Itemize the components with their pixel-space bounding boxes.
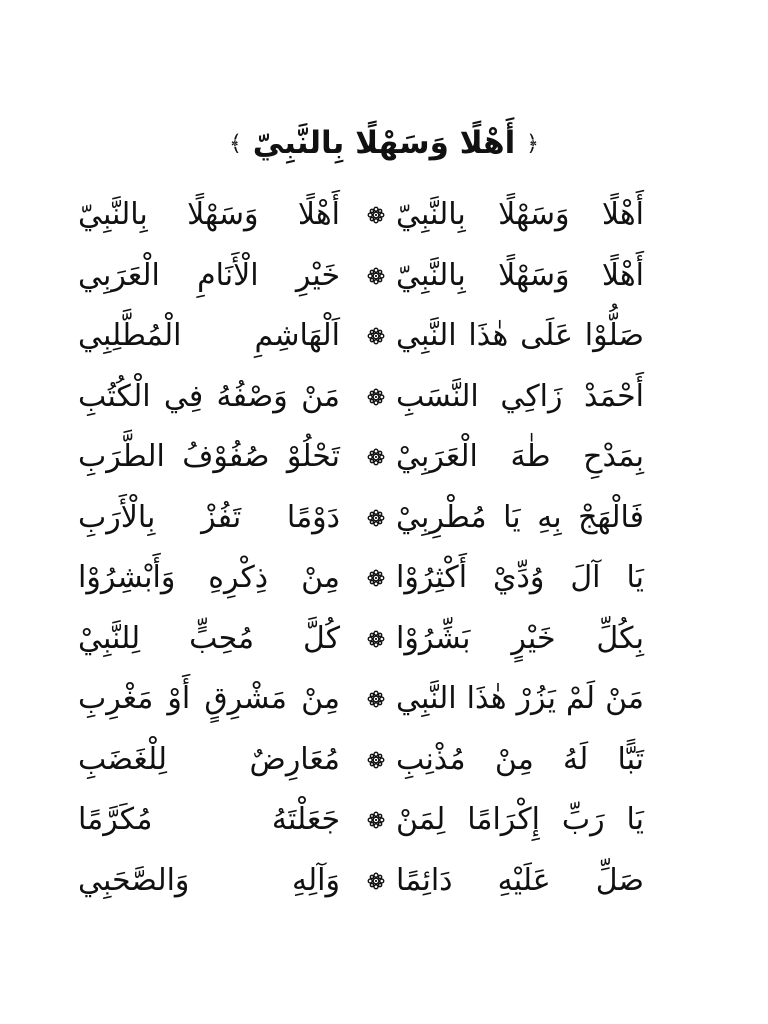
- second-hemistich: كُلَّ مُحِبٍّ لِلنَّبِيْ: [78, 620, 340, 656]
- poem-title: [0, 118, 768, 170]
- flower-ornament-icon: [367, 206, 385, 224]
- verse-row: [0, 185, 768, 246]
- second-hemistich: خَيْرِ الْأَنَامِ الْعَرَبِي: [78, 257, 340, 293]
- first-hemistich: يَا آلَ وُدِّيْ أَكْثِرُوْا: [396, 560, 644, 595]
- first-hemistich: بِمَدْحِ طٰهَ الْعَرَبِيْ: [396, 439, 644, 474]
- second-hemistich: مَنْ وَصْفُهُ فِي الْكُتُبِ: [78, 378, 340, 414]
- flower-ornament-icon: [367, 388, 385, 406]
- first-hemistich: أَهْلًا وَسَهْلًا بِالنَّبِيّ: [396, 197, 644, 232]
- verse-row: [0, 851, 768, 912]
- first-hemistich: فَالْهَجْ بِهِ يَا مُطْرِبِيْ: [396, 499, 644, 535]
- first-hemistich: أَهْلًا وَسَهْلًا بِالنَّبِيّ: [396, 257, 644, 293]
- flower-ornament-icon: [367, 811, 385, 829]
- second-hemistich: تَحْلُوْ صُفُوْفُ الطَّرَبِ: [78, 439, 340, 474]
- poem-verses: [0, 185, 768, 911]
- verse-row: [0, 609, 768, 670]
- first-hemistich: مَنْ لَمْ يَزُرْ هٰذَا النَّبِي: [396, 681, 644, 716]
- second-hemistich: أَهْلًا وَسَهْلًا بِالنَّبِيّ: [78, 197, 340, 232]
- second-hemistich: وَآلِهِ وَالصَّحَبِي: [78, 862, 340, 898]
- first-hemistich: صَلِّ عَلَيْهِ دَائِمًا: [396, 862, 644, 898]
- second-hemistich: مِنْ مَشْرِقٍ أَوْ مَغْرِبِ: [78, 681, 340, 716]
- flower-ornament-icon: [367, 630, 385, 648]
- flower-ornament-icon: [367, 690, 385, 708]
- flower-ornament-icon: [367, 448, 385, 466]
- second-hemistich: مُعَارِضٌ لِلْغَضَبِ: [78, 741, 340, 777]
- second-hemistich: جَعَلْتَهُ مُكَرَّمًا: [78, 802, 340, 837]
- flower-ornament-icon: [367, 267, 385, 285]
- flower-ornament-icon: [367, 509, 385, 527]
- verse-row: [0, 306, 768, 367]
- verse-row: [0, 790, 768, 851]
- verse-row: [0, 730, 768, 791]
- second-hemistich: اَلْهَاشِمِ الْمُطَّلِبِي: [78, 318, 340, 353]
- flower-ornament-icon: [367, 327, 385, 345]
- second-hemistich: مِنْ ذِكْرِهِ وَأَبْشِرُوْا: [78, 560, 340, 595]
- first-hemistich: تَبًّا لَهُ مِنْ مُذْنِبِ: [396, 741, 644, 777]
- verse-row: [0, 488, 768, 549]
- title-close-bracket: ﴾: [229, 131, 242, 157]
- first-hemistich: بِكُلِّ خَيْرٍ بَشِّرُوْا: [396, 620, 644, 656]
- flower-ornament-icon: [367, 569, 385, 587]
- first-hemistich: أَحْمَدْ زَاكِي النَّسَبِ: [396, 378, 644, 414]
- flower-ornament-icon: [367, 872, 385, 890]
- poem-title-text: أَهْلًا وَسَهْلًا بِالنَّبِيّ: [252, 125, 516, 161]
- verse-row: [0, 669, 768, 730]
- verse-row: [0, 246, 768, 307]
- verse-row: [0, 367, 768, 428]
- flower-ornament-icon: [367, 751, 385, 769]
- verse-row: [0, 427, 768, 488]
- title-open-bracket: ﴿: [526, 131, 539, 157]
- second-hemistich: دَوْمًا تَفُزْ بِالْأَرَبِ: [78, 499, 340, 535]
- first-hemistich: يَا رَبِّ إِكْرَامًا لِمَنْ: [396, 802, 644, 837]
- first-hemistich: صَلُّوْا عَلَى هٰذَا النَّبِي: [396, 318, 644, 353]
- verse-row: [0, 548, 768, 609]
